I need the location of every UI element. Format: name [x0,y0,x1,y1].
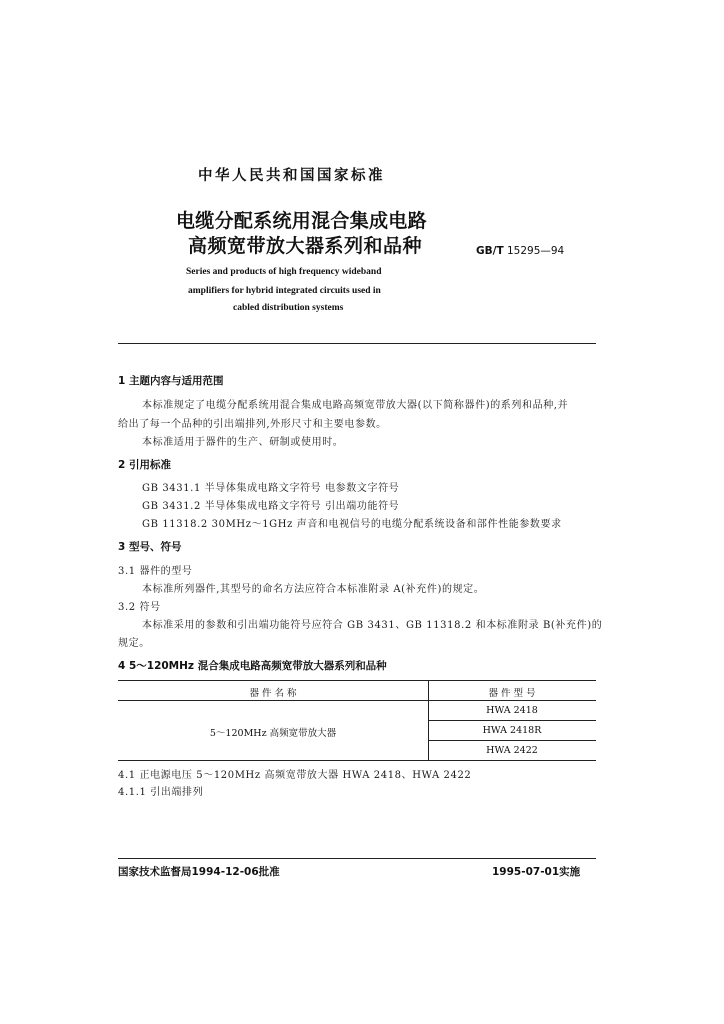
document-title-line2: 高频宽带放大器系列和品种 [188,235,423,257]
table-header-device-name: 器 件 名 称 [249,688,297,699]
section-1-para1-line2: 给出了每一个品种的引出端排列,外形尺寸和主要电参数。 [118,419,387,430]
english-title-line3: cabled distribution systems [233,303,344,313]
table-cell-model: HWA 2422 [486,745,538,756]
section-3-2-heading: 3.2 符号 [118,602,161,613]
table-top-border [118,680,596,681]
reference-item: GB 11318.2 30MHz～1GHz 声音和电视信号的电缆分配系统设备和部件性能参数要求 [142,519,562,530]
table-row-divider [428,740,596,741]
table-cell-model: HWA 2418R [482,725,542,736]
section-3-1-heading: 3.1 器件的型号 [118,566,193,577]
section-1-para1-line1: 本标准规定了电缆分配系统用混合集成电路高频宽带放大器(以下简称器件)的系列和品种,并 [142,400,569,411]
table-row-divider [428,720,596,721]
footer-divider [118,858,596,859]
table-cell-model: HWA 2418 [486,705,538,716]
table-cell-device-name: 5～120MHz 高频宽带放大器 [209,728,337,739]
section-3-2-text-line1: 本标准采用的参数和引出端功能符号应符合 GB 3431、GB 11318.2 和本标准附录 B(补充件)的 [142,620,603,631]
english-title-line2: amplifiers for hybrid integrated circuits used in [188,286,381,296]
device-table [118,680,596,760]
table-bottom-border [118,760,596,761]
table-header-device-model: 器 件 型 号 [488,688,536,699]
approval-date: 国家技术监督局1994-12-06批准 [118,866,280,878]
section-4-1-1-heading: 4.1.1 引出端排列 [118,787,204,798]
section-3-heading: 3 型号、符号 [118,541,182,553]
section-2-heading: 2 引用标准 [118,459,171,471]
standard-code-prefix: GB/T [476,245,504,257]
section-3-2-text-line2: 规定。 [118,638,150,649]
document-title-line1: 电缆分配系统用混合集成电路 [176,210,427,232]
section-3-1-text: 本标准所列器件,其型号的命名方法应符合本标准附录 A(补充件)的规定。 [142,584,485,595]
implementation-date: 1995-07-01实施 [492,866,581,878]
standard-code-number: 15295—94 [506,245,565,257]
header-divider [118,343,596,344]
section-4-1-heading: 4.1 正电源电压 5～120MHz 高频宽带放大器 HWA 2418、HWA 2422 [118,770,472,781]
reference-item: GB 3431.1 半导体集成电路文字符号 电参数文字符号 [142,483,400,494]
section-1-para2: 本标准适用于器件的生产、研制或使用时。 [142,437,344,448]
national-standard-label: 中华人民共和国国家标准 [198,168,385,184]
section-4-heading: 4 5～120MHz 混合集成电路高频宽带放大器系列和品种 [118,660,387,672]
english-title-line1: Series and products of high frequency wideband [186,267,382,277]
standard-code [476,245,564,257]
section-1-heading: 1 主题内容与适用范围 [118,375,224,387]
table-header-border [118,700,596,701]
reference-item: GB 3431.2 半导体集成电路文字符号 引出端功能符号 [142,501,400,512]
